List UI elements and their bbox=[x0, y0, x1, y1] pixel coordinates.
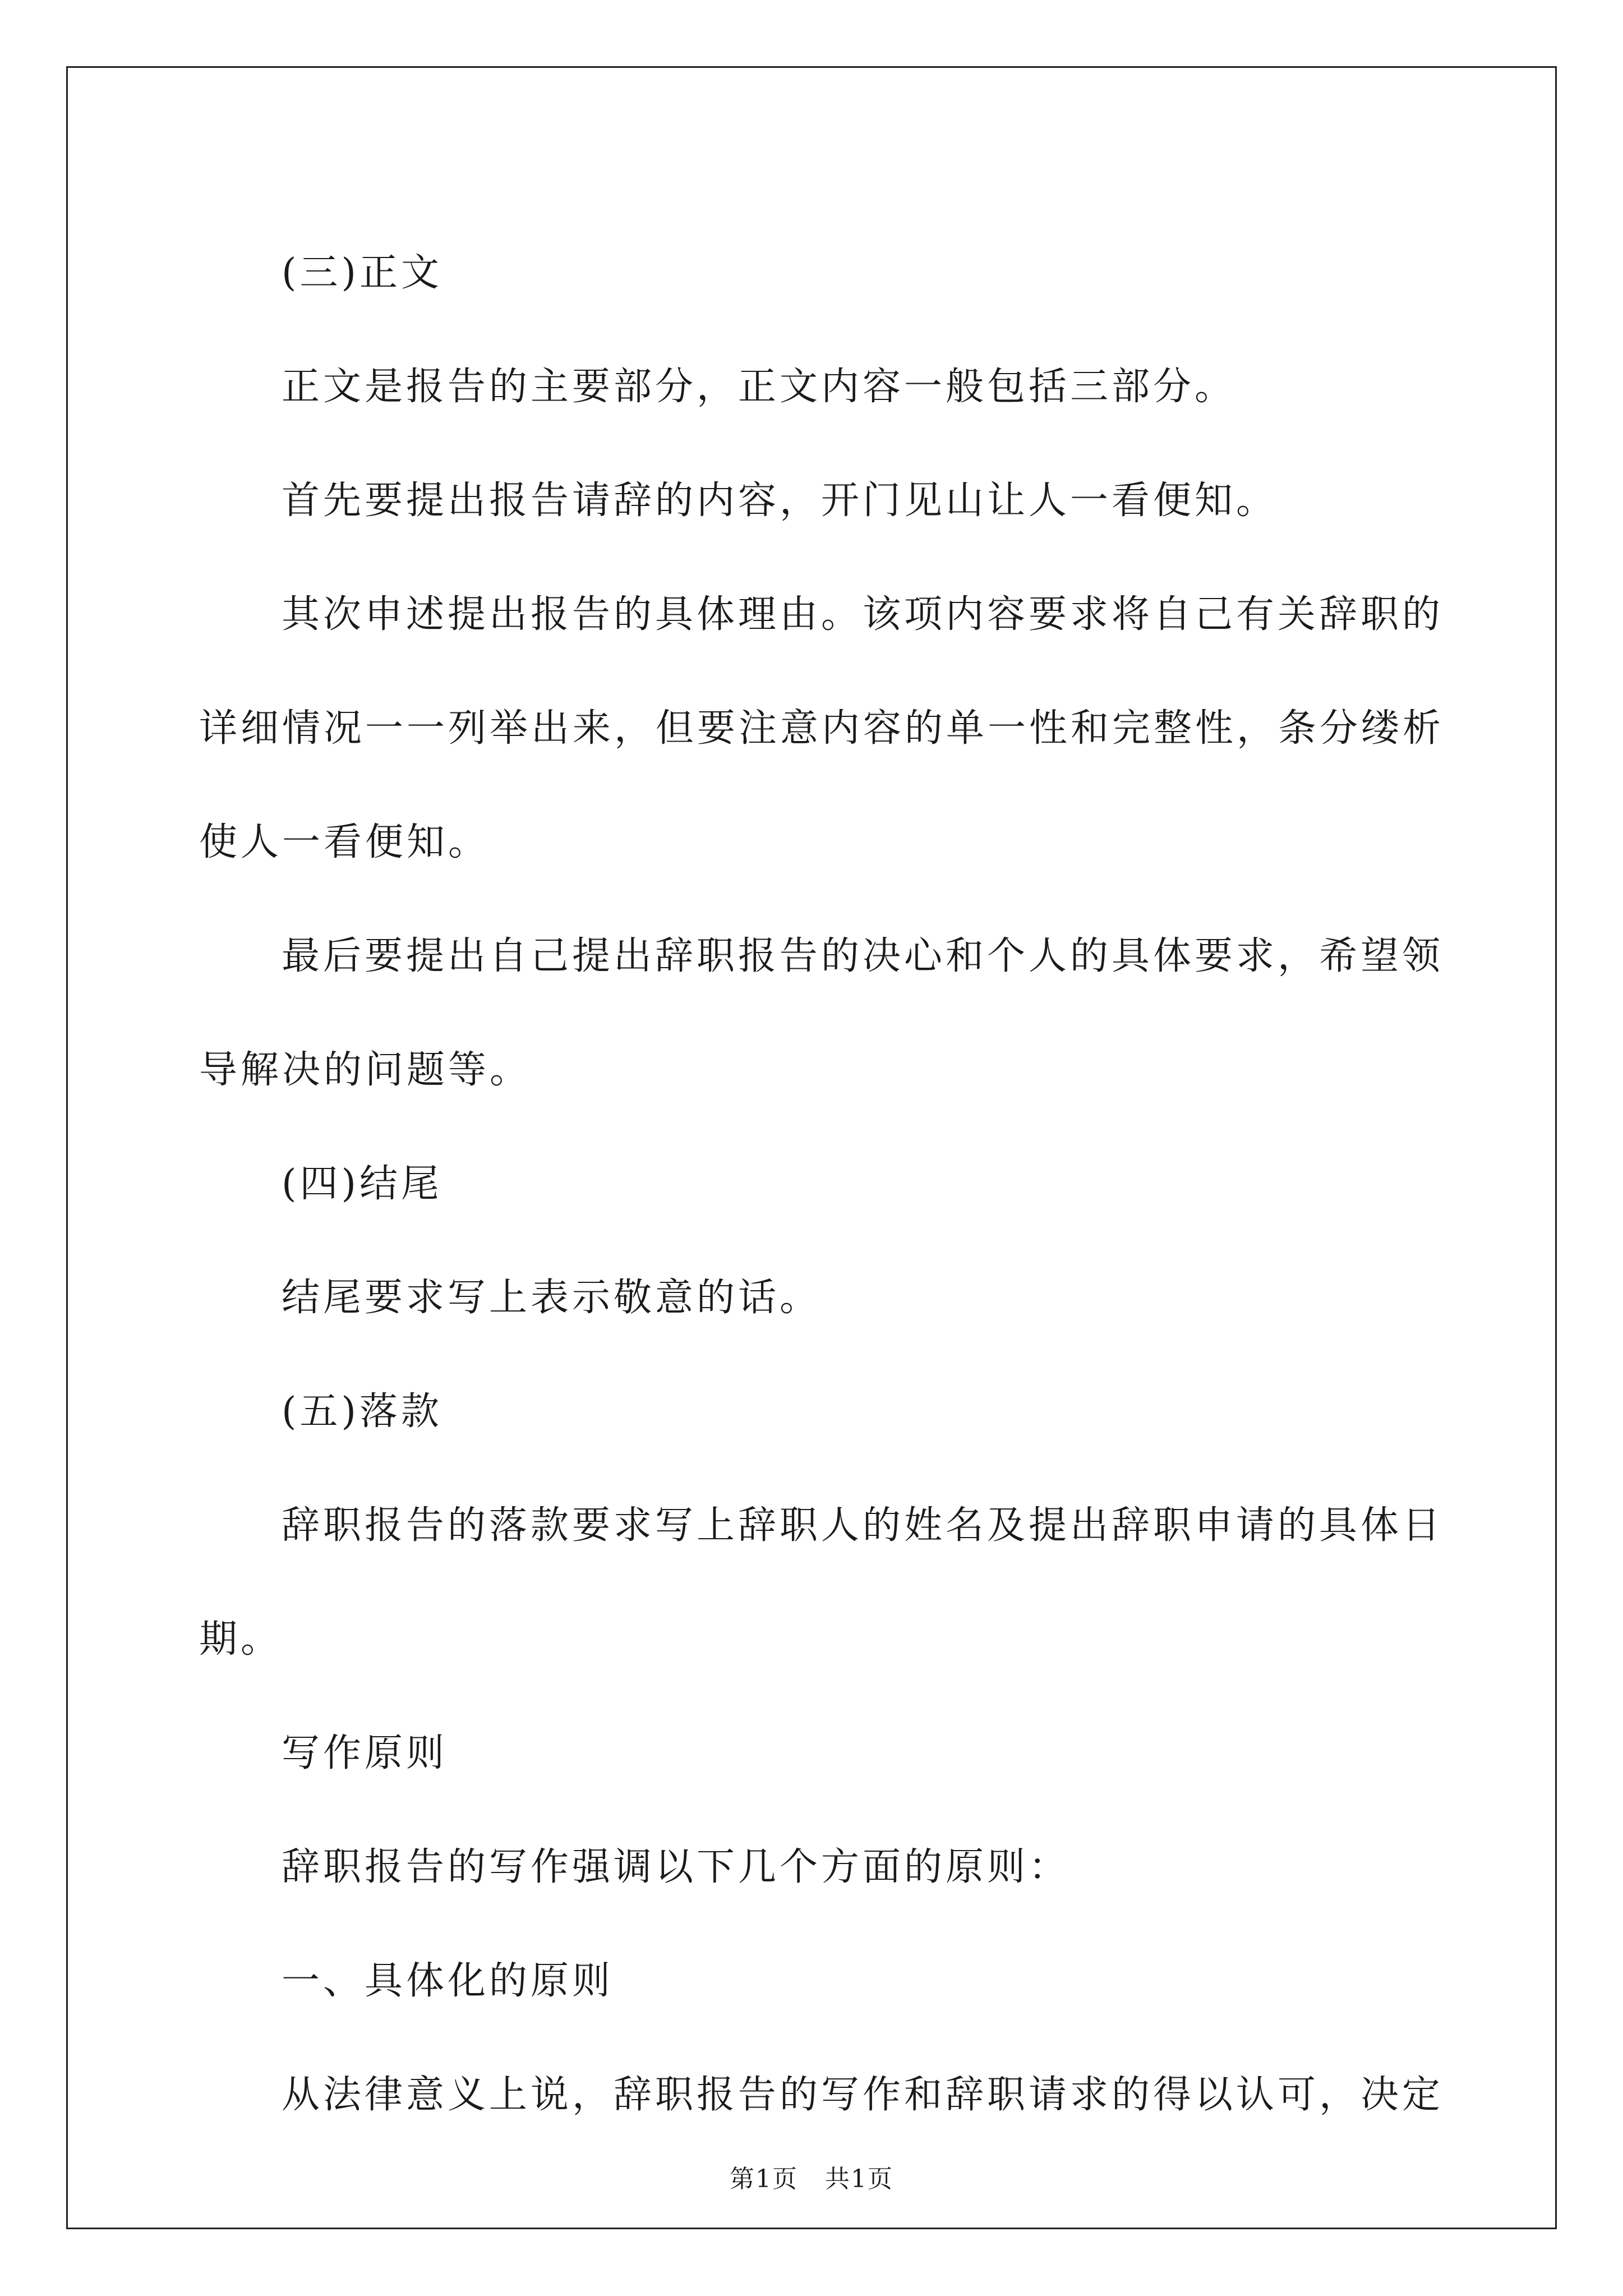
paragraph-main-part: 正文是报告的主要部分，正文内容一般包括三部分。 bbox=[282, 365, 1237, 409]
paragraph-second-line-3: 使人一看便知。 bbox=[199, 820, 490, 864]
paragraph-second-line-1: 其次申述提出报告的具体理由。该项内容要求将自己有关辞职的 bbox=[282, 592, 1444, 637]
paragraph-second-line-2: 详细情况一一列举出来，但要注意内容的单一性和完整性，条分缕析 bbox=[199, 706, 1445, 751]
heading-zhengwen: (三)正文 bbox=[282, 251, 443, 295]
document-body bbox=[199, 216, 1445, 2152]
heading-luokuan: (五)落款 bbox=[282, 1389, 443, 1434]
page-number-total: 共1页 bbox=[825, 2165, 893, 2193]
heading-principle-1: 一、具体化的原则 bbox=[282, 1959, 614, 2003]
heading-writing-principles: 写作原则 bbox=[282, 1731, 448, 1775]
paragraph-principle-1: 从法律意义上说，辞职报告的写作和辞职请求的得以认可，决定 bbox=[282, 2073, 1444, 2117]
paragraph-principles-intro: 辞职报告的写作强调以下几个方面的原则： bbox=[282, 1845, 1071, 1889]
paragraph-luokuan-line-1: 辞职报告的落款要求写上辞职人的姓名及提出辞职申请的具体日 bbox=[282, 1503, 1444, 1548]
paragraph-jiewei: 结尾要求写上表示敬意的话。 bbox=[282, 1276, 822, 1320]
paragraph-luokuan-line-2: 期。 bbox=[199, 1617, 283, 1662]
paragraph-last-line-1: 最后要提出自己提出辞职报告的决心和个人的具体要求，希望领 bbox=[282, 934, 1444, 978]
heading-jiewei: (四)结尾 bbox=[282, 1162, 443, 1206]
paragraph-last-line-2: 导解决的问题等。 bbox=[199, 1048, 532, 1092]
page-number-current: 第1页 bbox=[730, 2165, 798, 2193]
paragraph-first: 首先要提出报告请辞的内容，开门见山让人一看便知。 bbox=[282, 478, 1278, 523]
page-footer bbox=[0, 2159, 1623, 2194]
